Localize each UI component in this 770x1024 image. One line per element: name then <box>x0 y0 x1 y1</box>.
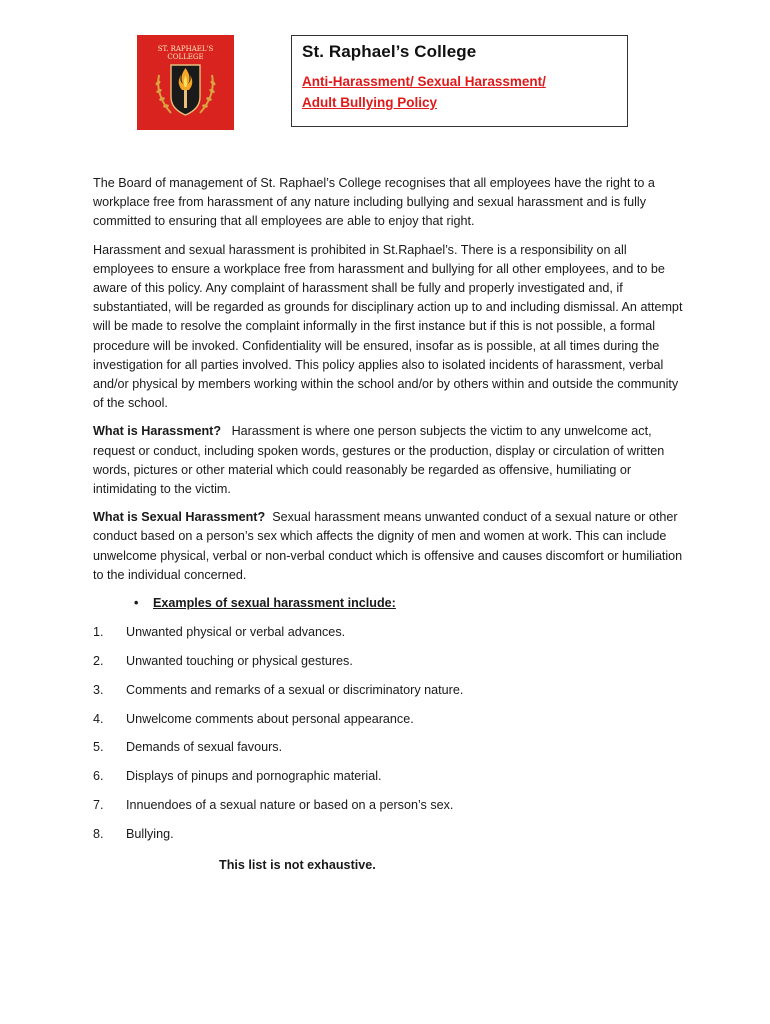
sexual-harassment-definition <box>93 508 685 585</box>
harassment-text: Harassment is where one person subjects the victim to any unwelcome act, request or conduct, including spoken words, gestures or the production, display or circulation of written words, pictures or other material which could reasonably be regarded as offensive, humiliating or intimidating to the victim. <box>93 424 665 497</box>
list-item: 6. Displays of pinups and pornographic material. <box>93 769 382 784</box>
title-box <box>291 35 628 127</box>
harassment-heading: What is Harassment? <box>93 424 222 439</box>
policy-body <box>93 174 685 875</box>
examples-heading: • Examples of sexual harassment include: <box>93 594 685 613</box>
college-name: St. Raphael’s College <box>302 42 477 61</box>
list-item: 8. Bullying. <box>93 826 174 841</box>
college-crest-logo <box>137 35 234 130</box>
crest-motto-text: ST. RAPHAEL'S <box>157 45 214 53</box>
examples-list <box>93 623 685 853</box>
policy-paragraph: Harassment and sexual harassment is prohibited in St.Raphael’s. There is a responsibility on all employees to ensure a workplace free from harassment and bullying for all other employees, and to be aware of this policy. Any complaint of harassment shall be fully and properly investigated and, if substantiated, will be regarded as grounds for disciplinary action up to and including dismissal. An attempt will be made to resolve the complaint informally in the first instance but if this is not possible, a formal procedure will be invoked. Confidentiality will be ensured, insofar as is possible, at all times during the investigation for all parties involved. This policy applies also to isolated incidents of harassment, verbal and/or physical by members working within the school and/or by others within and outside the community of the school. <box>93 242 683 411</box>
intro-paragraph: The Board of management of St. Raphael’s College recognises that all employees have the right to a workplace free from harassment of any nature including bullying and sexual harassment and is fully committed to ensuring that all employees are able to enjoy that right. <box>93 176 655 229</box>
policy-title <box>302 71 627 113</box>
list-item: 7. Innuendoes of a sexual nature or based on a person’s sex. <box>93 798 454 813</box>
crest-icon <box>137 35 234 130</box>
sexual-harassment-heading: What is Sexual Harassment? <box>93 510 266 525</box>
policy-title-line-1: Anti-Harassment/ Sexual Harassment/ <box>302 74 546 89</box>
list-item: 5. Demands of sexual favours. <box>93 740 283 755</box>
list-note: This list is not exhaustive. <box>219 857 376 872</box>
sexual-harassment-text: Sexual harassment means unwanted conduct of a sexual nature or other conduct based on a person’s sex which affects the dignity of men and women at work. This can include unwelcome physical, verbal or non-verbal conduct which is offensive and causes discomfort or humiliation to the individual concerned. <box>93 510 683 582</box>
list-item: 1. Unwanted physical or verbal advances. <box>93 625 346 640</box>
svg-text:COLLEGE: COLLEGE <box>167 53 204 61</box>
list-item: 4. Unwelcome comments about personal appearance. <box>93 711 414 726</box>
bullet-icon: • <box>134 596 139 611</box>
list-item: 2. Unwanted touching or physical gestures. <box>93 654 353 669</box>
list-item: 3. Comments and remarks of a sexual or discriminatory nature. <box>93 682 464 697</box>
harassment-definition <box>93 422 685 499</box>
policy-title-line-2: Adult Bullying Policy <box>302 95 438 110</box>
